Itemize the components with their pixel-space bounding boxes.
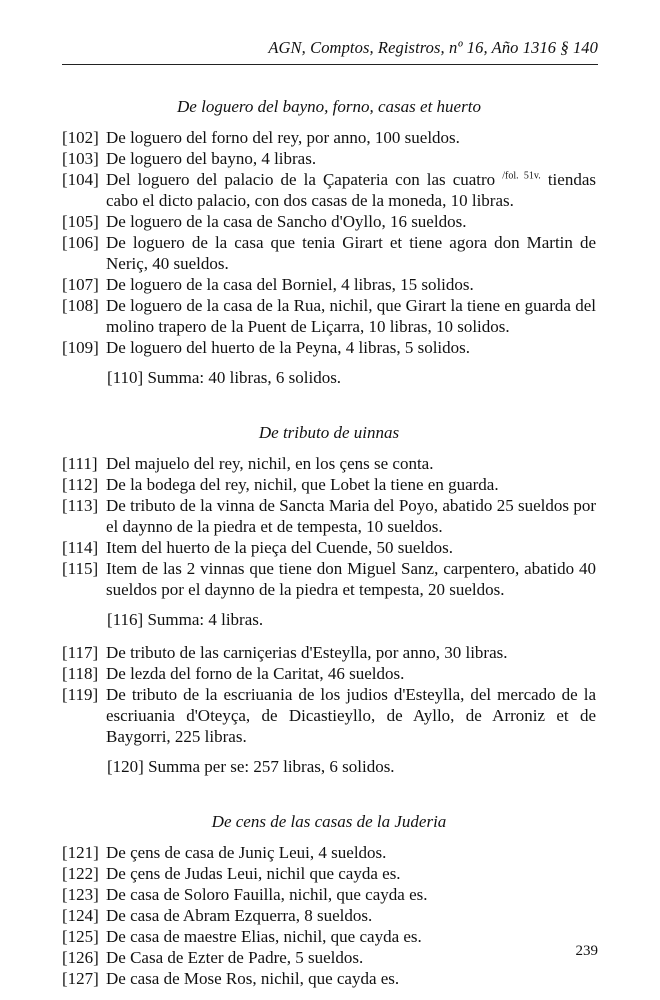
entry-122 xyxy=(62,863,596,884)
entry-text: De casa de Abram Ezquerra, 8 sueldos. xyxy=(106,906,373,925)
entry-109 xyxy=(62,337,596,358)
entry-127 xyxy=(62,968,596,989)
running-head: AGN, Comptos, Registros, nº 16, Año 1316 § 140 xyxy=(268,38,598,57)
summary-line: [116] Summa: 4 libras. xyxy=(107,610,264,629)
header-rule xyxy=(62,64,598,65)
entry-103 xyxy=(62,148,596,169)
section-title: De cens de las casas de la Juderia xyxy=(211,812,447,831)
entry-107 xyxy=(62,274,596,295)
entry-121 xyxy=(62,842,596,863)
entry-111 xyxy=(62,453,596,474)
entry-number: [104] xyxy=(62,170,99,189)
entry-text: De çens de casa de Juniç Leui, 4 sueldos. xyxy=(106,843,387,862)
entry-number: [107] xyxy=(62,275,99,294)
entry-text xyxy=(106,169,596,211)
entry-text: De loguero de la casa del Borniel, 4 libras, 15 solidos. xyxy=(106,275,474,294)
entry-105 xyxy=(62,211,596,232)
entry-text: De tributo de las carniçerias d'Esteylla, por anno, 30 libras. xyxy=(106,643,508,662)
entry-text: De tributo de la vinna de Sancta Maria del Poyo, abatido 25 sueldos por el daynno de la piedra et de tempesta, 10 sueldos. xyxy=(106,496,596,536)
entry-text: De casa de maestre Elias, nichil, que cayda es. xyxy=(106,927,422,946)
entry-number: [126] xyxy=(62,948,99,967)
entry-number: [105] xyxy=(62,212,99,231)
entry-text: De casa de Mose Ros, nichil, que cayda es. xyxy=(106,969,400,988)
entry-117 xyxy=(62,642,596,663)
entry-number: [106] xyxy=(62,233,99,252)
entry-number: [112] xyxy=(62,475,99,494)
entry-text: De Casa de Ezter de Padre, 5 sueldos. xyxy=(106,948,364,967)
entry-118 xyxy=(62,663,596,684)
entry-number: [111] xyxy=(62,454,98,473)
main-text xyxy=(62,96,596,989)
entry-number: [119] xyxy=(62,685,99,704)
folio-marker: /fol. 51v. xyxy=(502,170,541,182)
entry-number: [109] xyxy=(62,338,99,357)
entry-text: De loguero de la casa de la Rua, nichil, que Girart la tiene en guarda del molino trapero de la Puent de Liçarra, 10 libras, 10 solidos. xyxy=(106,296,596,336)
entry-124 xyxy=(62,905,596,926)
summary-line: [120] Summa per se: 257 libras, 6 solidos. xyxy=(107,757,395,776)
entry-text: De çens de Judas Leui, nichil que cayda es. xyxy=(106,864,401,883)
entry-text: Item del huerto de la pieça del Cuende, 50 sueldos. xyxy=(106,538,453,557)
entry-126 xyxy=(62,947,596,968)
entry-number: [108] xyxy=(62,296,99,315)
entry-text: De tributo de la escriuania de los judios d'Esteylla, del mercado de la escriuania d'Oteyça, de Dicastieyllo, de Ayllo, de Arroniz et de Baygorri, 225 libras. xyxy=(106,685,596,746)
entry-119 xyxy=(62,684,596,747)
entry-115 xyxy=(62,558,596,600)
entry-106 xyxy=(62,232,596,274)
entry-number: [123] xyxy=(62,885,99,904)
entry-number: [121] xyxy=(62,843,99,862)
entry-text: Del majuelo del rey, nichil, en los çens se conta. xyxy=(106,454,434,473)
entry-112 xyxy=(62,474,596,495)
entry-123 xyxy=(62,884,596,905)
page-number: 239 xyxy=(575,943,598,959)
section-title: De loguero del bayno, forno, casas et huerto xyxy=(177,97,481,116)
entry-102 xyxy=(62,127,596,148)
entry-text: De loguero del huerto de la Peyna, 4 libras, 5 solidos. xyxy=(106,338,471,357)
entry-125 xyxy=(62,926,596,947)
entry-text: De loguero de la casa que tenia Girart et tiene agora don Martin de Neriç, 40 sueldos. xyxy=(106,233,596,273)
entry-text: De loguero del forno del rey, por anno, 100 sueldos. xyxy=(106,128,460,147)
entry-text: Item de las 2 vinnas que tiene don Miguel Sanz, carpentero, abatido 40 sueldos por el daynno de la piedra et tempesta, 20 sueldos. xyxy=(106,559,596,599)
entry-number: [114] xyxy=(62,538,99,557)
entry-text-part: Del loguero del palacio de la Çapateria con las cuatro xyxy=(106,170,503,189)
entry-text: De casa de Soloro Fauilla, nichil, que cayda es. xyxy=(106,885,428,904)
summary-line: [110] Summa: 40 libras, 6 solidos. xyxy=(107,368,342,387)
entry-number: [118] xyxy=(62,664,99,683)
entry-number: [117] xyxy=(62,643,99,662)
section-title: De tributo de uinnas xyxy=(258,423,400,442)
entry-number: [122] xyxy=(62,864,99,883)
entry-number: [103] xyxy=(62,149,99,168)
entry-number: [102] xyxy=(62,128,99,147)
entry-number: [125] xyxy=(62,927,99,946)
entry-113 xyxy=(62,495,596,537)
entry-108 xyxy=(62,295,596,337)
entry-text: De la bodega del rey, nichil, que Lobet la tiene en guarda. xyxy=(106,475,499,494)
entry-number: [113] xyxy=(62,496,99,515)
entry-text-part: tiendas cabo el dicto palacio, con dos casas de la moneda, 10 libras. xyxy=(106,170,596,210)
entry-text: De loguero de la casa de Sancho d'Oyllo, 16 sueldos. xyxy=(106,212,467,231)
entry-text: De loguero del bayno, 4 libras. xyxy=(106,149,317,168)
entry-number: [127] xyxy=(62,969,99,988)
entry-114 xyxy=(62,537,596,558)
entry-text: De lezda del forno de la Caritat, 46 sueldos. xyxy=(106,664,405,683)
entry-104 xyxy=(62,169,596,211)
entry-number: [115] xyxy=(62,559,99,578)
entry-number: [124] xyxy=(62,906,99,925)
